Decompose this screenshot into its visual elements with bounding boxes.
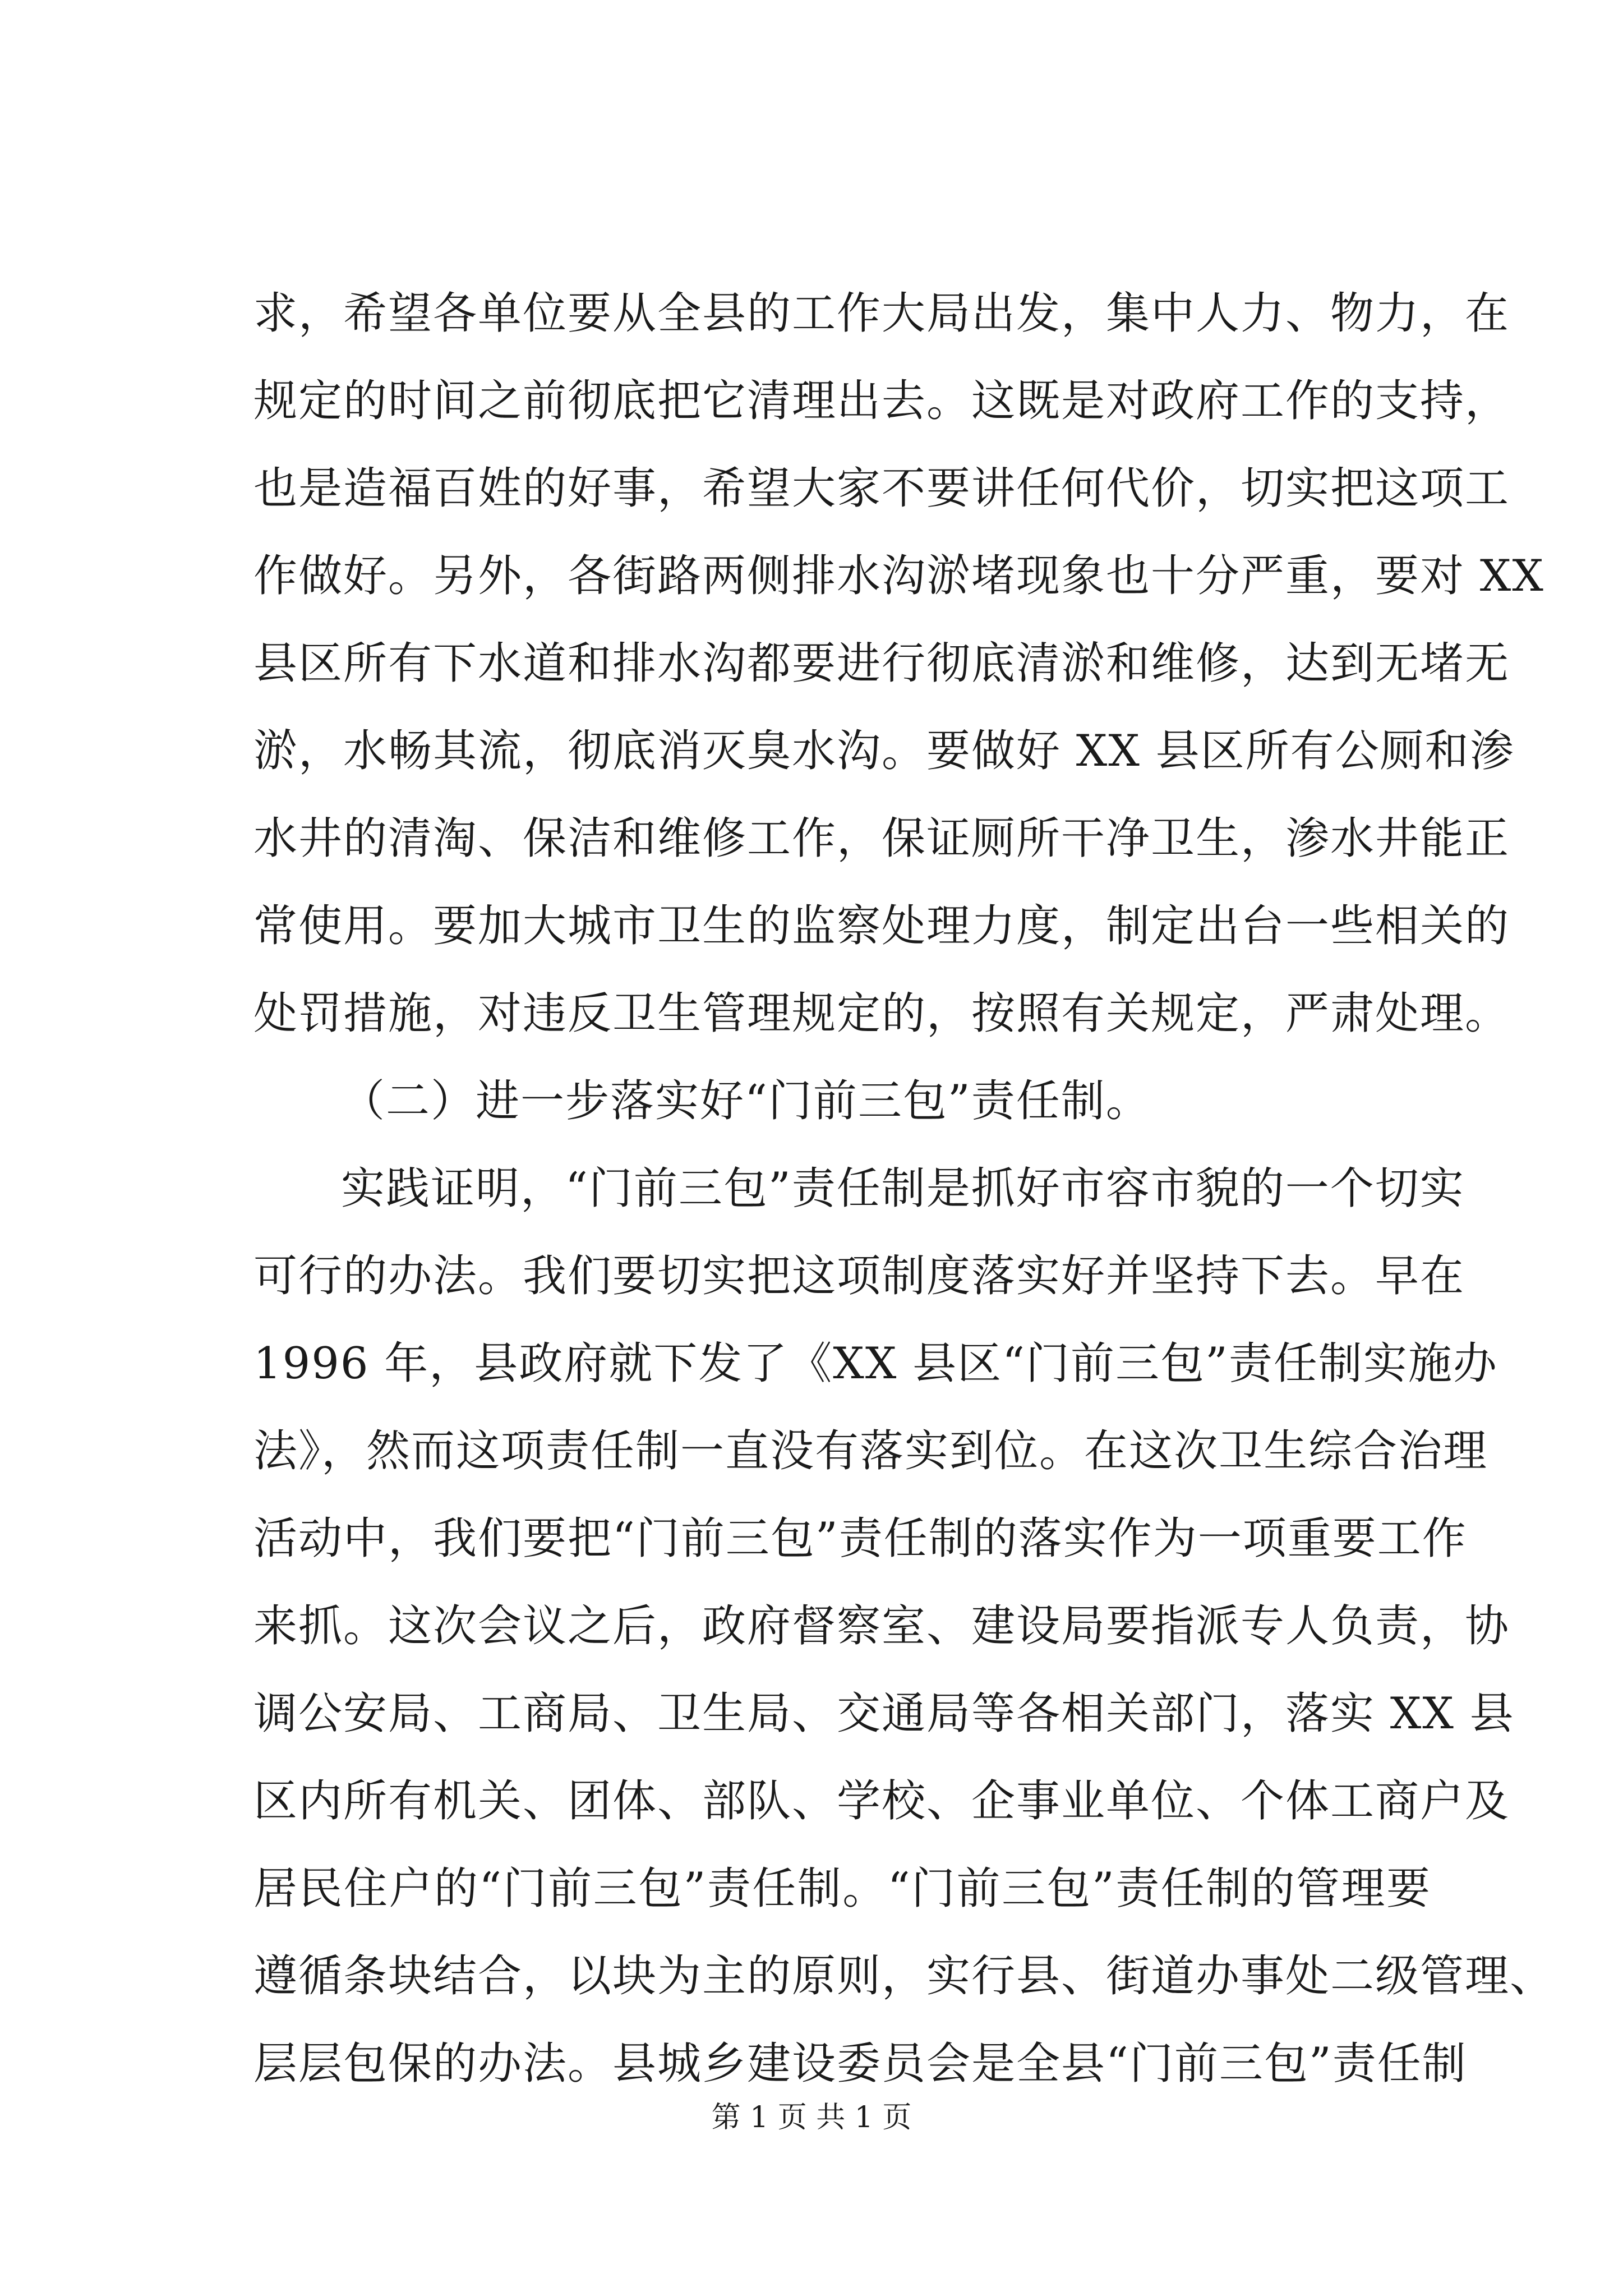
page-footer	[0, 2098, 1623, 2137]
text-line: 常使用。要加大城市卫生的监察处理力度，制定出台一些相关的	[253, 901, 1510, 951]
text-line: 可行的办法。我们要切实把这项制度落实好并坚持下去。早在	[253, 1251, 1465, 1301]
section-heading-text: （二）进一步落实好“门前三包”责任制。	[341, 1076, 1151, 1126]
text-line: 1996 年，县政府就下发了《XX 县区“门前三包”责任制实施办	[253, 1338, 1498, 1389]
text-line: 求，希望各单位要从全县的工作大局出发，集中人力、物力，在	[253, 288, 1510, 339]
text-line: 作做好。另外，各街路两侧排水沟淤堵现象也十分严重，要对 XX	[253, 551, 1544, 601]
paragraph-section-two	[253, 1145, 1555, 2108]
text-line: 法》，然而这项责任制一直没有落实到位。在这次卫生综合治理	[253, 1426, 1488, 1476]
text-line: 层层包保的办法。县城乡建设委员会是全县“门前三包”责任制	[253, 2039, 1467, 2089]
text-line: 活动中，我们要把“门前三包”责任制的落实作为一项重要工作	[253, 1513, 1467, 1564]
text-line: 规定的时间之前彻底把它清理出去。这既是对政府工作的支持，	[253, 376, 1510, 426]
text-line: 水井的清淘、保洁和维修工作，保证厕所干净卫生，渗水井能正	[253, 813, 1510, 864]
text-line: 也是造福百姓的好事，希望大家不要讲任何代价，切实把这项工	[253, 463, 1510, 514]
text-line: 处罚措施，对违反卫生管理规定的，按照有关规定，严肃处理。	[253, 988, 1510, 1039]
text-line: 调公安局、工商局、卫生局、交通局等各相关部门，落实 XX 县	[253, 1688, 1515, 1739]
text-line: 实践证明，“门前三包”责任制是抓好市容市貌的一个切实	[341, 1163, 1465, 1214]
text-line: 淤，水畅其流，彻底消灭臭水沟。要做好 XX 县区所有公厕和渗	[253, 726, 1515, 776]
text-line: 居民住户的“门前三包”责任制。“门前三包”责任制的管理要	[253, 1864, 1431, 1914]
text-line: 区内所有机关、团体、部队、学校、企事业单位、个体工商户及	[253, 1776, 1510, 1826]
text-line: 来抓。这次会议之后，政府督察室、建设局要指派专人负责，协	[253, 1601, 1510, 1651]
section-heading	[253, 1057, 1431, 1145]
document-body	[253, 270, 1555, 2108]
paragraph-continued	[253, 270, 1544, 1057]
text-line: 县区所有下水道和排水沟都要进行彻底清淤和维修，达到无堵无	[253, 638, 1510, 689]
page-number-label: 第 1 页 共 1 页	[711, 2101, 912, 2134]
text-line: 遵循条块结合，以块为主的原则，实行县、街道办事处二级管理、	[253, 1951, 1555, 2001]
